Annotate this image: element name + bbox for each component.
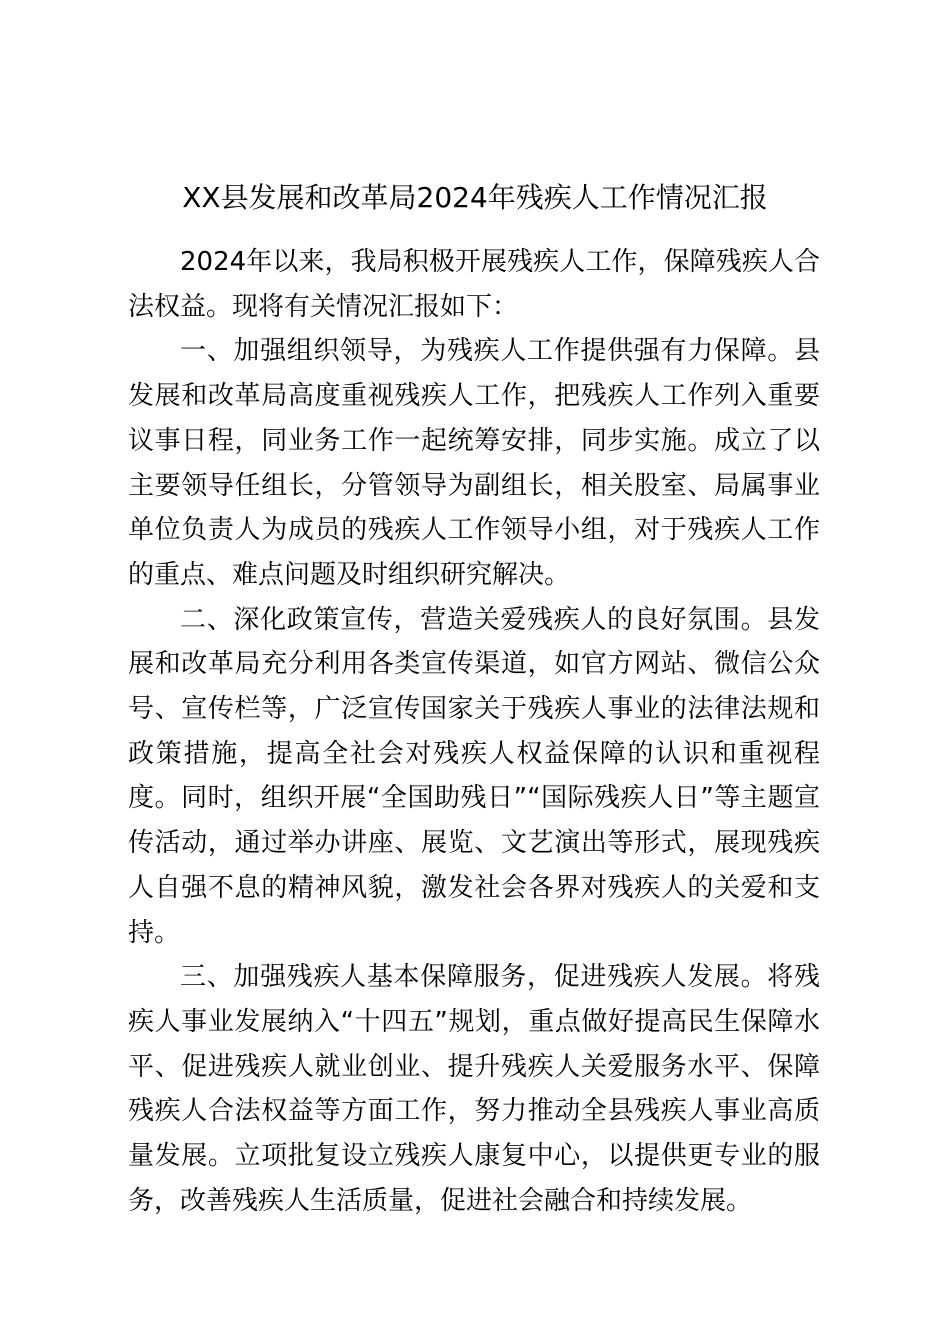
section-3-heading: 三、加强残疾人基本保障服务，促进残疾人发展。 [180,962,768,993]
section-1-heading: 一、加强组织领导，为残疾人工作提供强有力保障。 [180,336,794,367]
document-body [128,240,820,1223]
section-1-paragraph [128,329,820,597]
section-2-paragraph [128,598,820,956]
section-3-body: 将残疾人事业发展纳入“十四五”规划，重点做好提高民生保障水平、促进残疾人就业创业、提升残疾人关爱服务水平、保障残疾人合法权益等方面工作，努力推动全县残疾人事业高质量发展。立项批复设立残疾人康复中心，以提供更专业的服务，改善残疾人生活质量，促进社会融合和持续发展。 [128,962,820,1216]
section-1-body: 县发展和改革局高度重视残疾人工作，把残疾人工作列入重要议事日程，同业务工作一起统筹安排，同步实施。成立了以主要领导任组长，分管领导为副组长，相关股室、局属事业单位负责人为成员的残疾人工作领导小组，对于残疾人工作的重点、难点问题及时组织研究解决。 [128,336,820,590]
document-title: XX县发展和改革局2024年残疾人工作情况汇报 [182,181,768,214]
intro-paragraph: 2024年以来，我局积极开展残疾人工作，保障残疾人合法权益。现将有关情况汇报如下： [128,247,820,322]
section-2-body: 县发展和改革局充分利用各类宣传渠道，如官方网站、微信公众号、宣传栏等，广泛宣传国家关于残疾人事业的法律法规和政策措施，提高全社会对残疾人权益保障的认识和重视程度。同时，组织开展“全国助残日”“国际残疾人日”等主题宣传活动，通过举办讲座、展览、文艺演出等形式，展现残疾人自强不息的精神风貌，激发社会各界对残疾人的关爱和支持。 [128,604,820,948]
section-3-paragraph [128,955,820,1223]
section-2-heading: 二、深化政策宣传，营造关爱残疾人的良好氛围。 [180,604,768,635]
